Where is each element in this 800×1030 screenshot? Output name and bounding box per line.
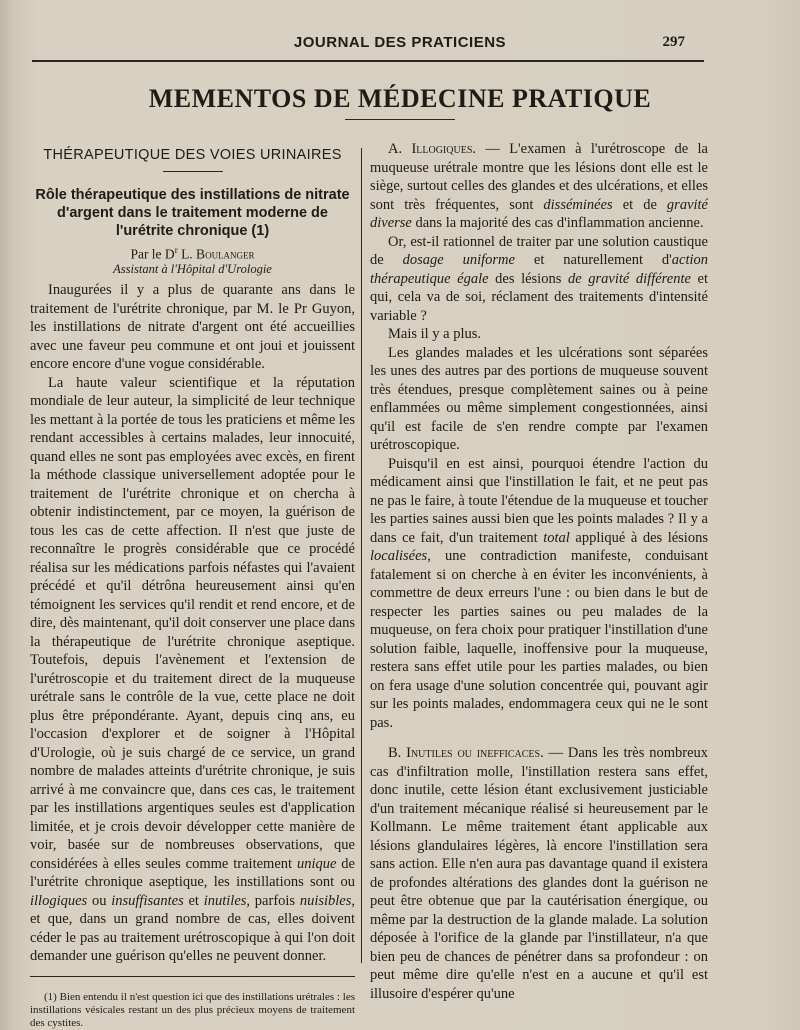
section-a-para-1	[370, 140, 708, 233]
article-title: Rôle thérapeutique des instillations de nitrate d'argent dans le traitement moderne de l'urétrite chronique (1)	[35, 186, 350, 239]
byline-prefix: Par le D	[130, 246, 175, 261]
main-title: MEMENTOS DE MÉDECINE PRATIQUE	[148, 84, 652, 113]
a-p2-em3: de gravité différente	[567, 270, 691, 287]
footnote: (1) Bien entendu il n'est question ici que des instillations urétrales : les instillations vésicales restant un des plus précieux moyens de traitement des cystites.	[30, 990, 355, 1029]
section-a-para-2	[370, 233, 708, 326]
p2-em-insuffisantes: insuffisantes	[111, 892, 184, 909]
a-p2-end: et qui, cela va de soi, réclament des traitements d'intensité variable ?	[370, 270, 709, 324]
a-p2-em1: dosage uniforme	[402, 252, 515, 268]
p2-text-e: , parfois	[246, 892, 300, 909]
a-p2-em2: action thérapeutique égale	[370, 252, 709, 287]
byline-sup: r	[174, 244, 178, 255]
paragraph-1: Inaugurées il y a plus de quarante ans dans le traitement de l'urétrite chronique, par M. le Pr Guyon, les instillations de nitrate d'argent ont été accueillies avec une faveur peu commune et ont joui et jouissent encore encore d'une vogue considérable.	[30, 282, 355, 372]
a-p1-end: dans la majorité des cas d'inflammation ancienne.	[411, 215, 704, 231]
a-p5-end: , une contradiction manifeste, conduisant fatalement si on cherche à en éviter les inconvénients, à commettre de deux erreurs l'une : ou bien dans le but de respecter les parties saines ou peu malades de la muqueuse, on fera choix pour pratiquer l'instillation d'une solution faible, laquelle, inoffensive pour la muqueuse, restera sans effet utile pour les parties malades, ou bien on fera usage d'une solution concentrée qui, pouvant agir sur les points malades, endommagera ceux qui ne le sont pas.	[370, 548, 708, 731]
running-head	[20, 34, 780, 54]
paragraph-2	[30, 374, 355, 966]
a-p2-mid2: des lésions	[488, 270, 568, 287]
b-p1-text: — Dans les très nombreux cas d'infiltration molle, l'instillation restera sans effet, donc inutile, cette lésion étant exclusivement justiciable d'un traitement mécanique réalisé si heureusement par le Kollmann. Le même traitement étant applicable aux lésions glandulaires légères, là encore l'instillation sera sans action. Elle n'en aura pas davantage quand il existera de profondes altérations des glandes dont la guérison ne peut être obtenue que par la cautérisation énergique, ou même par la destruction de la glande malade. La solution déposée à l'orifice de la glande par l'instillateur, n'a que bien peu de chances de pénétrer dans sa profondeur : on peut même dire qu'elle n'est en a aucune et qu'il est illusoire d'espérer qu'une	[370, 745, 708, 1002]
section-a-heading: A. Illogiques.	[388, 141, 476, 157]
p2-em-unique: unique	[296, 855, 337, 872]
a-p2-start: Or, est-il rationnel de traiter par une solution caustique de	[370, 233, 708, 268]
p2-em-nuisibles: nuisibles	[299, 892, 352, 909]
header-rule	[32, 60, 704, 62]
a-p1-em1: disséminées	[543, 196, 613, 213]
section-a-para-5	[370, 455, 708, 733]
p2-em-inutiles: inutiles	[203, 892, 247, 909]
section-b-heading: B. Inutiles ou inefficaces.	[388, 745, 544, 761]
p2-em-illogiques: illogiques	[30, 892, 88, 909]
author-name: L. Boulanger	[181, 246, 255, 261]
p2-text-d: et	[183, 892, 204, 909]
section-b-para-1	[370, 744, 708, 1003]
title-underline	[345, 119, 455, 120]
section-rule	[163, 171, 223, 172]
column-divider	[361, 148, 362, 963]
a-p5-em1: total	[543, 529, 570, 546]
page-number: 297	[662, 34, 685, 50]
right-column	[370, 140, 708, 1003]
p2-text-f: , et que, dans un grand nombre de cas, elles doivent céder le pas au traitement urétroscopique à qui l'on doit demander une guérison qu'elles ne peuvent donner.	[30, 892, 356, 964]
a-p5-mid: appliqué à des lésions	[569, 529, 708, 546]
p2-text-a: La haute valeur scientifique et la réputation mondiale de leur auteur, la simplicité de leur technique les mettant à la portée de tous les praticiens et même les rendant accessibles à certains malades, leur innocuité, quand elles ne sont pas employées avec excès, en firent la méthode classique universellement adoptée pour le traitement de l'urétrite chronique et on chercha à obtenir indistinctement, par ce moyen, la guérison de tous les cas de cette affection. Il n'est que juste de reconnaître le progrès considérable que ce procédé réalisa sur les médications parfois néfastes qui l'avaient précédé et qu'il détrôna heureusement ainsi qu'en témoignent les services qu'il rendit et rend encore, et de dire, dès maintenant, qu'il doit conserver une place dans la thérapeutique de l'urétrite chronique aseptique. Toutefois, depuis l'avènement et l'extension de l'urétroscopie et du traitement direct de la muqueuse urétrale sans le contrôle de la vue, cette place ne doit plus être prépondérante. Ayant, depuis cinq ans, eu l'occasion d'explorer et de soigner à l'Hôpital d'Urologie, où je suis chargé de ce service, un grand nombre de malades atteints d'urétrite chronique, je suis arrivé à me convaincre que, dans ces cas, le traitement par les instillations argentiques seules est d'application limitée, et je crois devoir développer cette manière de voir, basée sur de nombreuses observations, que considérées à elles seules comme traitement	[30, 374, 355, 872]
a-p1-mid: et de	[612, 196, 667, 213]
section-a-para-4: Les glandes malades et les ulcérations sont séparées les unes des autres par des portions de muqueuse souvent très étendues, presque complètement saines ou à peine enflammées ou même simplement congestionnées, ainsi qu'il est facile de s'en rendre compte par l'examen urétroscopique.	[370, 344, 708, 453]
a-p5-start: Puisqu'il en est ainsi, pourquoi étendre l'action du médicament ainsi que l'instillation le fait, et ne peut pas ne pas le faire, à toute l'étendue de la muqueuse et toucher les parties saines aussi bien que les points malades ? Il y a dans ce fait, d'un traitement	[370, 455, 708, 546]
journal-title: JOURNAL DES PRATICIENS	[293, 34, 507, 51]
p2-text-c: ou	[87, 892, 112, 909]
a-p2-mid1: et naturellement d'	[514, 252, 672, 268]
section-a-para-3: Mais il y a plus.	[388, 326, 482, 342]
left-column	[30, 140, 355, 1030]
affiliation: Assistant à l'Hôpital d'Urologie	[113, 262, 272, 276]
footnote-rule	[30, 976, 355, 977]
byline	[30, 242, 355, 263]
a-p5-em2: localisées	[370, 548, 428, 564]
a-p1-text: — L'examen à l'urétroscope de la muqueuse urétrale montre que les lésions dont elle est le siège, surtout celles des glandes et des ulcérations, et elles sont très fréquentes, sont	[370, 141, 708, 213]
p2-text-b: de l'urétrite chronique aseptique, les instillations sont ou	[30, 855, 355, 890]
section-heading: THÉRAPEUTIQUE DES VOIES URINAIRES	[43, 147, 342, 163]
a-p1-em2: gravité diverse	[370, 196, 708, 231]
section-gap	[370, 732, 708, 744]
